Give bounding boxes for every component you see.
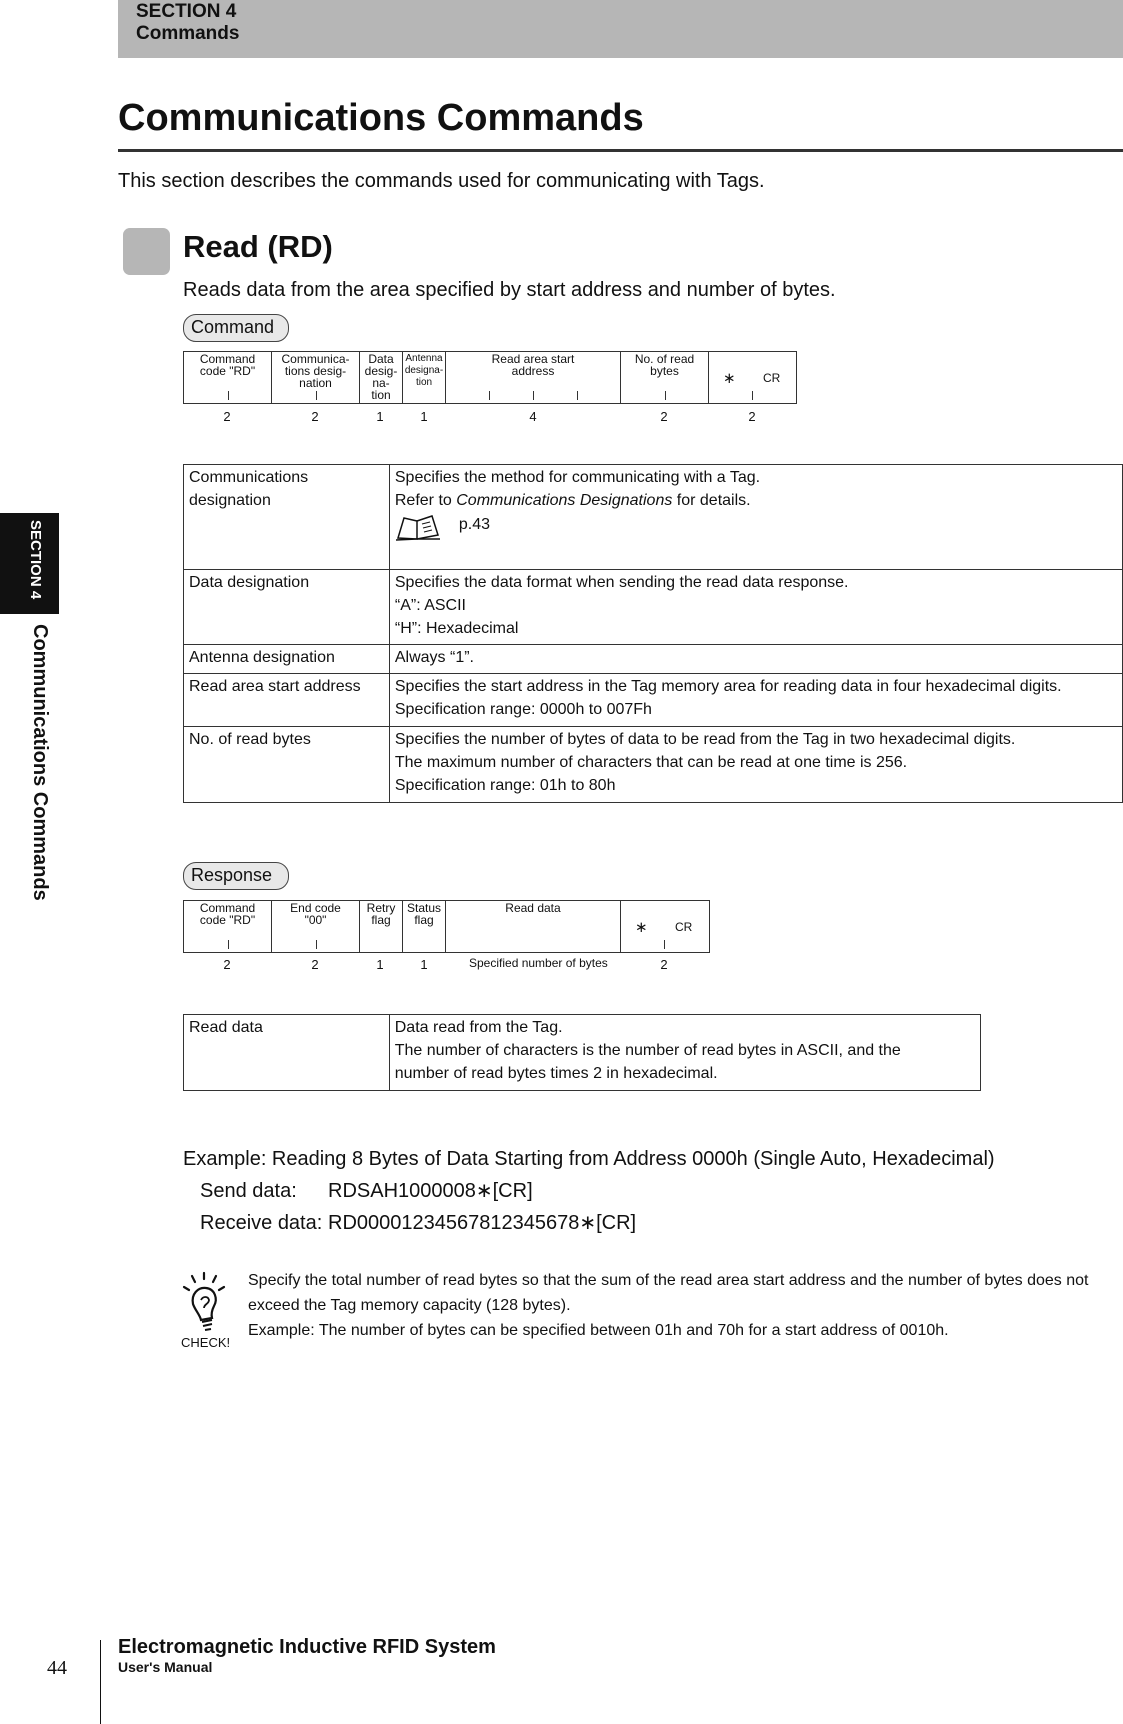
cmd-count: 2 (660, 409, 668, 424)
cmd-field-command-code: Command code "RD" (184, 352, 272, 403)
cmd-count: 2 (311, 409, 319, 424)
resp-count: 2 (660, 957, 668, 972)
cmd-field-no-of-read-bytes: No. of read bytes (621, 352, 709, 403)
cmd-count: 1 (376, 409, 384, 424)
param-description: Specifies the data format when sending the read data response. “A”: ASCII “H”: Hexadecimal (389, 570, 1122, 645)
param-term: Communications designation (184, 465, 390, 570)
param-description: Data read from the Tag. The number of characters is the number of read bytes in ASCII, and the number of read bytes times 2 in hexadecimal. (389, 1015, 980, 1091)
example-title: Example: Reading 8 Bytes of Data Starting from Address 0000h (Single Auto, Hexadecimal) (183, 1148, 995, 1170)
book-reference-icon (395, 513, 441, 541)
intro-text: This section describes the commands used for communicating with Tags. (118, 170, 765, 192)
cmd-field-terminator (709, 352, 795, 403)
resp-field-status-flag: Status flag (403, 901, 446, 952)
param-term: Data designation (184, 570, 390, 645)
reference-link: Communications Designations (456, 492, 673, 509)
footer-subtitle: User's Manual (118, 1659, 213, 1675)
subsection-description: Reads data from the area specified by start address and number of bytes. (183, 279, 836, 301)
cr-symbol: CR (763, 371, 781, 385)
cmd-field-communications-designation: Communica- tions desig- nation (272, 352, 360, 403)
param-description: Specifies the method for communicating with a Tag. Refer to Communications Designations for details. p.43 (389, 465, 1122, 570)
asterisk-symbol: ∗ (635, 919, 648, 936)
response-parameter-table (183, 1014, 981, 1091)
resp-count: 1 (420, 957, 428, 972)
subsection-title: Read (RD) (183, 229, 333, 264)
resp-field-retry-flag: Retry flag (360, 901, 403, 952)
resp-count: 1 (376, 957, 384, 972)
example-send-line: Send data: RDSAH1000008∗[CR] (200, 1180, 533, 1202)
resp-count: 2 (311, 957, 319, 972)
table-row (184, 570, 1123, 645)
param-description: Always “1”. (389, 645, 1122, 674)
subsection-marker (123, 228, 170, 275)
cmd-count: 4 (529, 409, 537, 424)
cmd-count: 2 (223, 409, 231, 424)
command-parameter-table (183, 464, 1123, 803)
cmd-field-read-area-start-address: Read area start address (446, 352, 621, 403)
asterisk-symbol: ∗ (723, 370, 736, 387)
response-frame-diagram (183, 900, 710, 953)
command-frame-diagram (183, 351, 797, 404)
header-section-label: SECTION 4 (136, 1, 237, 22)
check-note-text: Specify the total number of read bytes so that the sum of the read area start address and the number of bytes does not exceed the Tag memory capacity (128 bytes). Example: The number of bytes can be specified between 01h and 70h for a start address of 0010h. (248, 1272, 1089, 1339)
page-title: Communications Commands (118, 97, 644, 139)
side-tab-section: SECTION 4 (27, 520, 44, 600)
header-chapter-label: Commands (136, 23, 240, 44)
footer-rule (100, 1640, 101, 1724)
table-row (184, 465, 1123, 570)
resp-field-read-data: Read data (446, 901, 621, 952)
side-tab-chapter: Communications Commands (29, 624, 51, 901)
example-block (183, 1143, 995, 1239)
example-receive-line: Receive data: RD00001234567812345678∗[CR] (200, 1212, 637, 1234)
cmd-count: 2 (748, 409, 756, 424)
cmd-field-antenna-designation: Antenna designa- tion (403, 352, 446, 403)
page-number: 44 (47, 1657, 67, 1679)
resp-field-end-code: End code "00" (272, 901, 360, 952)
check-icon-label: CHECK! (181, 1335, 231, 1350)
resp-field-command-code: Command code "RD" (184, 901, 272, 952)
lightbulb-icon (181, 1270, 237, 1334)
reference-page: p.43 (458, 516, 491, 533)
check-icon (181, 1270, 237, 1352)
param-term: Antenna designation (184, 645, 390, 674)
param-description: Specifies the start address in the Tag memory area for reading data in four hexadecimal digits. Specification range: 0000h to 007Fh (389, 674, 1122, 727)
table-row (184, 1015, 981, 1091)
resp-field-terminator (621, 901, 708, 952)
param-description: Specifies the number of bytes of data to be read from the Tag in two hexadecimal digits. The maximum number of characters that can be read at one time is 256. Specification range: 01h to 80h (389, 727, 1122, 803)
table-row (184, 727, 1123, 803)
title-rule (118, 149, 1123, 152)
param-term: Read data (184, 1015, 390, 1091)
param-term: No. of read bytes (184, 727, 390, 803)
cmd-count: 1 (420, 409, 428, 424)
resp-count: 2 (223, 957, 231, 972)
response-label: Response (183, 862, 289, 890)
command-label: Command (183, 314, 289, 342)
table-row (184, 645, 1123, 674)
cr-symbol: CR (675, 920, 693, 934)
table-row (184, 674, 1123, 727)
section-header-bar (118, 0, 1123, 58)
cmd-field-data-designation: Data desig- na- tion (360, 352, 403, 403)
footer-title: Electromagnetic Inductive RFID System (118, 1636, 496, 1658)
resp-count: Specified number of bytes (469, 956, 608, 970)
param-term: Read area start address (184, 674, 390, 727)
